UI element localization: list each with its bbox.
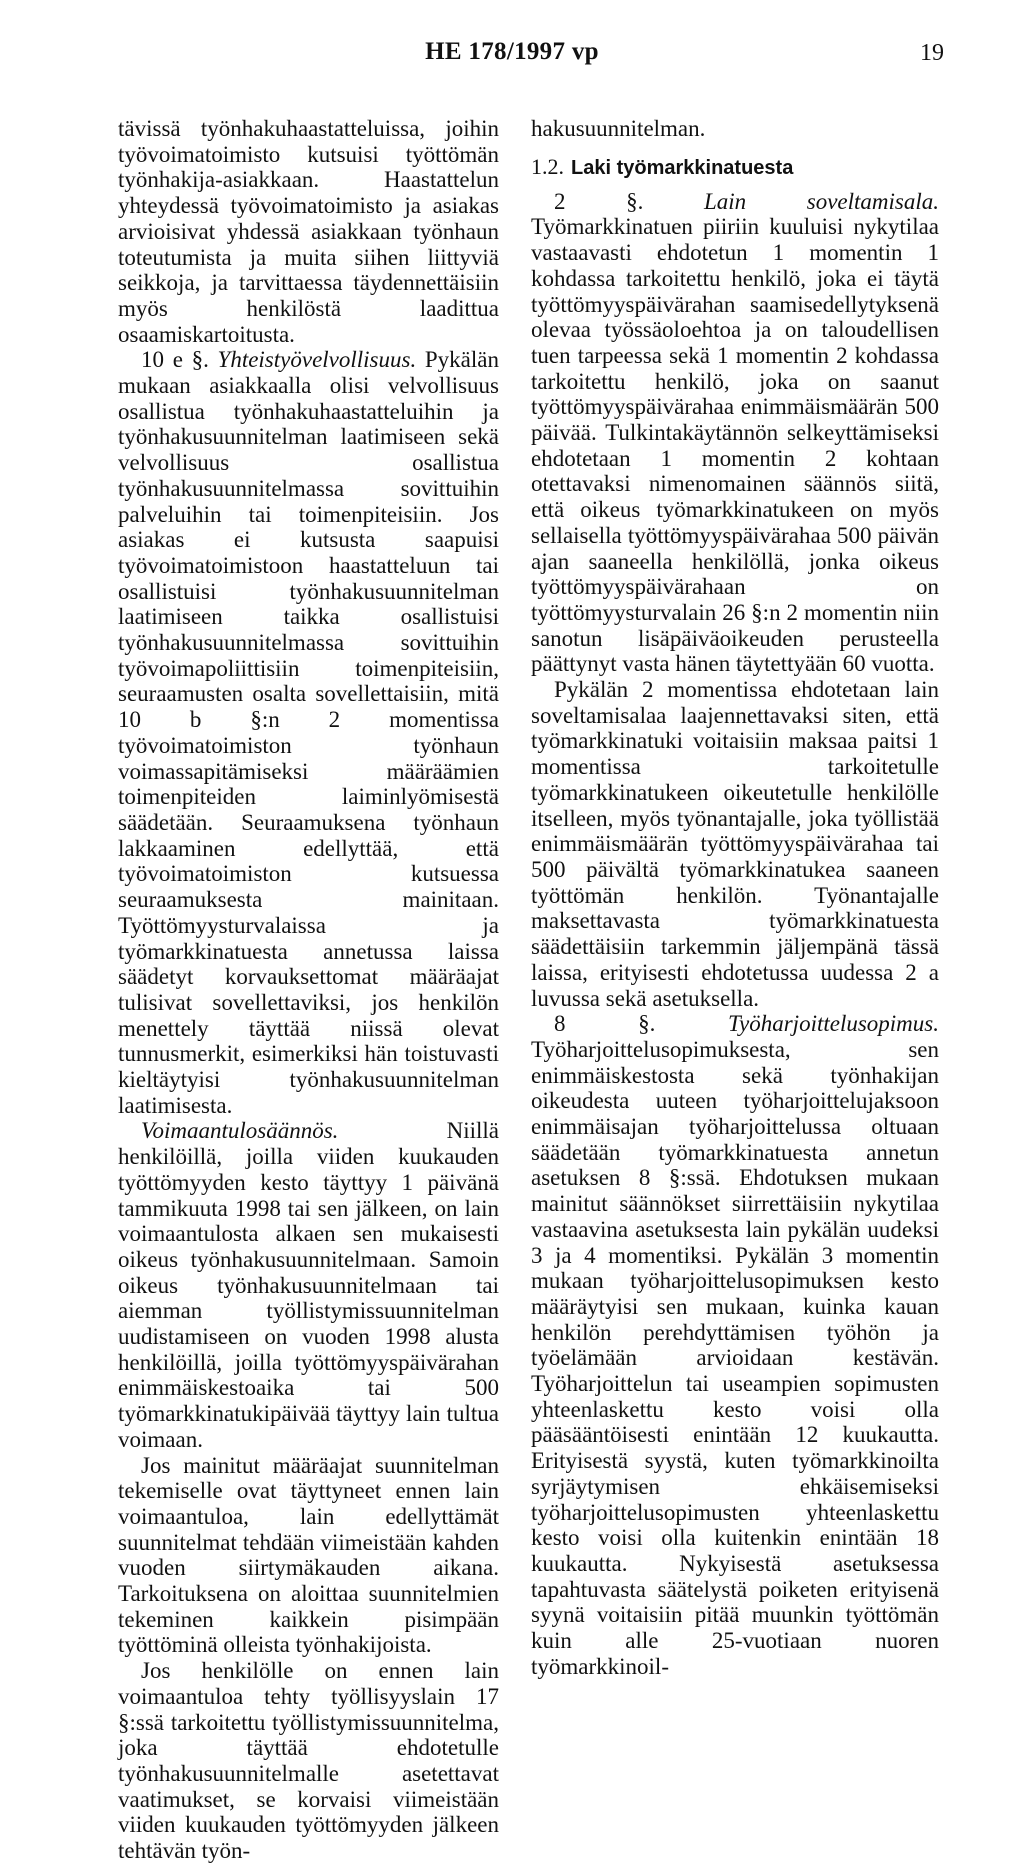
page-number: 19 [920, 40, 944, 66]
paragraph-body: Pykälän mukaan asiakkaalla olisi velvollisuus osallistua työnhakuhaastatteluihin ja työnhakusuunnitelman laatimiseen sekä velvollisuus osallistua työnhakusuunnitelmassa sovittuihin palveluihin tai toimenpiteisiin. Jos asiakas ei kutsusta saapuisi työvoimatoimistoon haastatteluun tai osallistuisi työnhakusuunnitelman laatimiseen taikka osallistuisi työnhakusuunnitelmassa sovittuihin työvoimapoliittisiin toimenpiteisiin, seuraamusten osalta sovellettaisiin, mitä 10 b §:n 2 momentissa työvoimatoimiston työnhaun voimassapitämiseksi määräämien toimenpiteiden laiminlyömisestä säädetään. Seuraamuksena työnhaun lakkaaminen edellyttää, että työvoimatoimiston kutsuessa seuraamuksesta mainitaan. Työttömyysturvalaissa ja työmarkkinatuesta annetussa laissa säädetyt korvauksettomat määräajat tulisivat sovellettaviksi, jos henkilön menettely täyttää niissä olevat tunnusmerkit, esimerkiksi hän toistuvasti kieltäytyisi työnhakusuunnitelman laatimisesta. [118, 347, 499, 1118]
paragraph-body: Työmarkkinatuen piiriin kuuluisi nykytilaa vastaavasti ehdotetun 1 momentin 1 kohdassa tarkoitettu henkilö, joka ei täytä työttömyyspäivärahan saamisedellytyksenä olevaa työssäoloehtoa ja on taloudellisen tuen tarpeessa sekä 1 momentin 2 kohdassa tarkoitettu henkilö, joka on saanut työttömyyspäivärahaa enimmäismäärän 500 päivää. Tulkintakäytännön selkeyttämiseksi ehdotetaan 1 momentin 2 kohtaan otettavaksi nimenomainen säännös siitä, että oikeus työmarkkinatukeen on myös sellaisella työttömyyspäivärahaa 500 päivän ajan saaneella henkilöllä, jonka oikeus työttömyyspäivärahaan on työttömyysturvalain 26 §:n 2 momentin niin sanotun lisäpäiväoikeuden perusteella päättynyt vasta hänen täytettyään 60 vuotta. [531, 214, 939, 677]
paragraph-title: Työharjoittelusopimus. [727, 1011, 939, 1037]
paragraph-8 [531, 1011, 939, 1679]
page-header [0, 38, 1024, 78]
left-column [118, 116, 499, 1864]
section-ref: 10 e §. [141, 347, 209, 373]
paragraph: Jos henkilölle on ennen lain voimaantuloa tehty työllisyyslain 17 §:ssä tarkoitettu työllistymissuunnitelma, joka täyttää ehdotetulle työnhakusuunnitelmalle asetettavat vaatimukset, se korvaisi viimeistään viiden kuukauden työttömyyden jälkeen tehtävän työn- [118, 1658, 499, 1864]
section-title: Laki työmarkkinatuesta [571, 156, 794, 179]
section-number: 1.2. [531, 153, 564, 179]
paragraph-voimaantulo [118, 1118, 499, 1452]
paragraph-body: Niillä henkilöillä, joilla viiden kuukauden työttömyyden kesto täyttyy 1 päivänä tammikuuta 1998 tai sen jälkeen, on lain voimaantulosta alkaen sen mukaisesti oikeus työnhakusuunnitelmaan. Samoin oikeus työnhakusuunnitelmaan tai aiemman työllistymissuunnitelman uudistamiseen on vuoden 1998 alusta henkilöillä, joilla työttömyyspäivärahan enimmäiskestoaika tai 500 työmarkkinatukipäivää täyttyy lain tultua voimaan. [118, 1118, 499, 1452]
paragraph-10e [118, 347, 499, 1118]
paragraph-2 [531, 189, 939, 677]
paragraph-body: Työharjoittelusopimuksesta, sen enimmäiskestosta sekä työnhakijan oikeudesta uuteen työharjoittelujaksoon enimmäisajan työharjoittelussa oltuaan säädetään työmarkkinatuesta annetun asetuksen 8 §:ssä. Ehdotuksen mukaan mainitut säännökset siirrettäisiin nykytilaa vastaavina asetuksesta lain pykälän uudeksi 3 ja 4 momentiksi. Pykälän 3 momentin mukaan työharjoittelusopimuksen kesto määräytyisi sen mukaan, kuinka kauan henkilön perehdyttämisen työhön ja työelämään arvioidaan kestävän. Työharjoittelun tai useampien sopimusten yhteenlaskettu kesto voisi olla pääsääntöisesti enintään 12 kuukautta. Erityisestä syystä, kuten työmarkkinoilta syrjäytymisen ehkäisemiseksi työharjoittelusopimusten yhteenlaskettu kesto voisi olla kuitenkin enintään 18 kuukautta. Nykyisestä asetuksessa tapahtuvasta säätelystä poiketen erityisenä syynä voitaisiin pitää muunkin työttömän kuin alle 25-vuotiaan nuoren työmarkkinoil- [531, 1036, 939, 1679]
right-column [531, 116, 939, 1679]
paragraph-title: Voimaantulosäännös. [141, 1118, 339, 1144]
paragraph: Pykälän 2 momentissa ehdotetaan lain soveltamisalaa laajennettavaksi siten, että työmarkkinatuki voitaisiin maksaa paitsi 1 momentissa tarkoitetulle työmarkkinatukeen oikeutetulle henkilölle itselleen, myös työnantajalle, joka työllistää enimmäismäärän työttömyyspäivärahaa tai 500 päivältä työmarkkinatukea saaneen työttömän henkilön. Työnantajalle maksettavasta työmarkkinatuesta säädettäisiin tarkemmin jäljempänä tässä laissa, erityisesti ehdotetussa uudessa 2 a luvussa sekä asetuksella. [531, 677, 939, 1011]
paragraph: tävissä työnhakuhaastatteluissa, joihin työvoimatoimisto kutsuisi työttömän työnhakija-asiakkaan. Haastattelun yhteydessä työvoimatoimisto ja asiakas arvioisivat yhdessä asiakkaan työnhaun toteutumista ja muita siihen liittyviä seikkoja, ja tarvittaessa täydennettäisiin myös henkilöstä laadittua osaamiskartoitusta. [118, 116, 499, 347]
section-heading [531, 154, 939, 181]
section-ref: 8 §. [554, 1011, 656, 1037]
paragraph-title: Yhteistyövelvollisuus. [217, 347, 417, 373]
document-id: HE 178/1997 vp [425, 38, 599, 65]
paragraph: hakusuunnitelman. [531, 116, 706, 141]
paragraph-title: Lain soveltamisala. [703, 188, 939, 214]
paragraph: Jos mainitut määräajat suunnitelman tekemiselle ovat täyttyneet ennen lain voimaantuloa, lain edellyttämät suunnitelmat tehdään viimeistään kahden vuoden siirtymäkauden aikana. Tarkoituksena on aloittaa suunnitelmien tekeminen kaikkein pisimpään työttöminä olleista työnhakijoista. [118, 1452, 499, 1658]
section-ref: 2 §. [554, 188, 644, 214]
